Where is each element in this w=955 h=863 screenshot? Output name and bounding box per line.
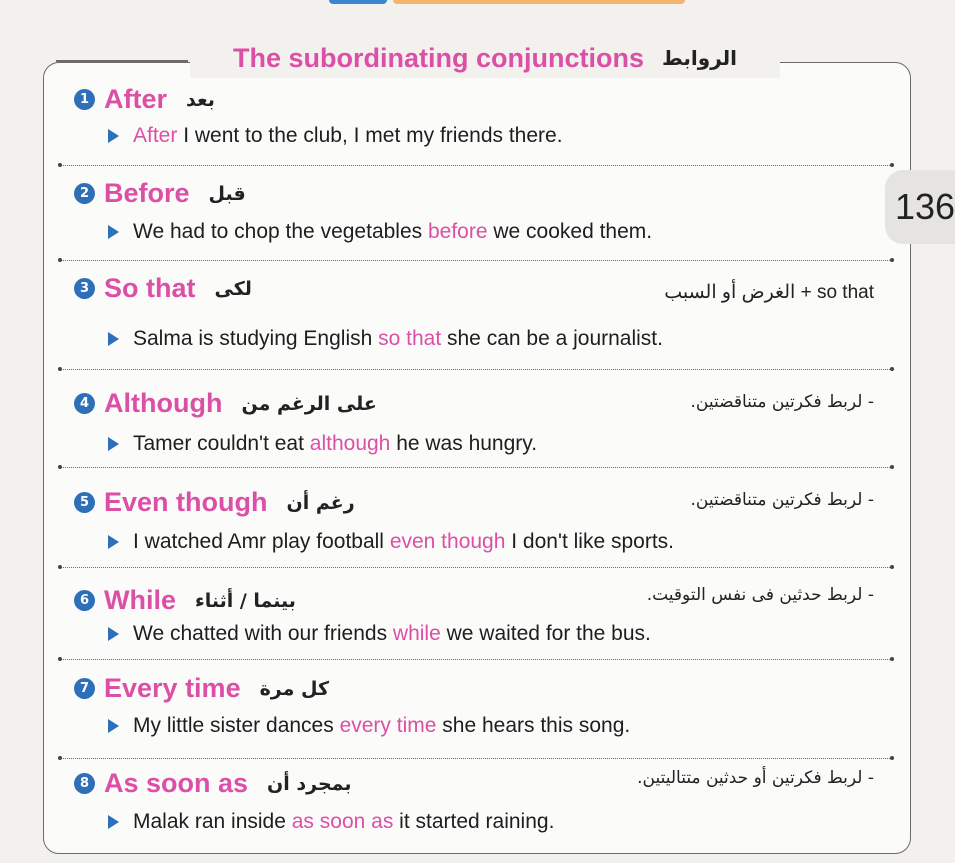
arabic-meaning: بمجرد أن [267,772,352,795]
section-heading [74,178,246,209]
example-post: she can be a journalist. [441,327,663,350]
bullet-triangle-icon [108,535,119,549]
example-pre: I watched Amr play football [133,530,390,553]
example-text [133,432,537,456]
bullet-triangle-icon [108,719,119,733]
usage-note: - لربط فكرتين متناقضتين. [690,392,874,412]
example-post: I went to the club, I met my friends there. [177,124,563,147]
section-heading [74,273,252,304]
conjunction-term: As soon as [104,768,249,798]
conjunction-term: Even though [104,487,268,517]
example-text [133,810,554,834]
example-sentence [108,714,630,738]
bullet-triangle-icon [108,627,119,641]
example-sentence [108,432,537,456]
page-title [190,38,780,78]
example-highlight: although [309,432,391,455]
example-text [133,530,674,554]
arabic-meaning: قبل [208,182,246,205]
section-number: 7 [74,678,95,699]
example-post: it started raining. [393,810,555,833]
example-text [133,327,663,351]
bullet-triangle-icon [108,129,119,143]
section-number: 3 [74,278,95,299]
example-post: I don't like sports. [505,530,675,553]
example-text [133,220,652,244]
example-pre: Tamer couldn't eat [133,432,310,455]
section-number: 8 [74,773,95,794]
title-rule-left [56,60,188,62]
example-sentence [108,622,651,646]
example-pre: Malak ran inside [133,810,292,833]
conjunction-term: While [104,585,176,615]
arabic-meaning: لكى [214,277,252,300]
page-number-tab: 136 [885,170,955,244]
divider [60,369,892,370]
section-number: 4 [74,393,95,414]
divider [60,659,892,660]
bullet-triangle-icon [108,437,119,451]
example-post: he was hungry. [390,432,538,455]
arabic-meaning: كل مرة [259,677,330,700]
section-number: 2 [74,183,95,204]
arabic-meaning: بعد [186,88,215,111]
arabic-meaning: على الرغم من [241,392,377,415]
example-highlight: as soon as [291,810,394,833]
title-english: The subordinating conjunctions [232,42,644,73]
section-number: 6 [74,590,95,611]
example-sentence [108,124,563,148]
bullet-triangle-icon [108,332,119,346]
divider [60,567,892,568]
bullet-triangle-icon [108,225,119,239]
example-sentence [108,530,674,554]
arabic-meaning: رغم أن [286,491,355,514]
example-text [133,622,651,646]
usage-note: - لربط حدثين فى نفس التوقيت. [646,585,874,605]
example-post: we cooked them. [487,220,653,243]
example-highlight: before [427,220,488,243]
example-highlight: while [392,622,441,645]
divider [60,758,892,759]
section-heading [74,84,215,115]
example-text [133,714,630,738]
usage-note: الغرض أو السبب + so that [664,282,874,303]
conjunction-term: Although [104,388,223,418]
example-highlight: so that [378,327,442,350]
example-pre: Salma is studying English [133,327,379,350]
example-text [133,124,563,148]
divider [60,260,892,261]
example-highlight: even though [389,530,506,553]
usage-note: - لربط فكرتين متناقضتين. [690,490,874,510]
example-post: she hears this song. [436,714,631,737]
example-sentence [108,220,652,244]
example-post: we waited for the bus. [440,622,651,645]
section-number: 5 [74,492,95,513]
conjunction-term: Every time [104,673,241,703]
example-sentence [108,327,663,351]
example-pre: My little sister dances [133,714,340,737]
divider [60,165,892,166]
conjunction-term: After [104,84,168,114]
section-heading [74,388,377,419]
example-sentence [108,810,554,834]
section-heading [74,768,352,799]
arabic-meaning: بينما / أثناء [195,589,296,612]
conjunction-term: So that [104,273,196,303]
section-number: 1 [74,89,95,110]
title-arabic: الروابط [661,46,738,70]
usage-note: - لربط فكرتين أو حدثين متتاليتين. [637,768,874,788]
section-heading [74,487,355,518]
example-pre: We had to chop the vegetables [133,220,428,243]
top-tab-orange [393,0,685,4]
bullet-triangle-icon [108,815,119,829]
example-pre: We chatted with our friends [133,622,393,645]
top-tab-blue [329,0,387,4]
section-heading [74,585,296,616]
section-heading [74,673,329,704]
divider [60,467,892,468]
example-highlight: After [133,124,178,147]
conjunction-term: Before [104,178,190,208]
example-highlight: every time [339,714,437,737]
